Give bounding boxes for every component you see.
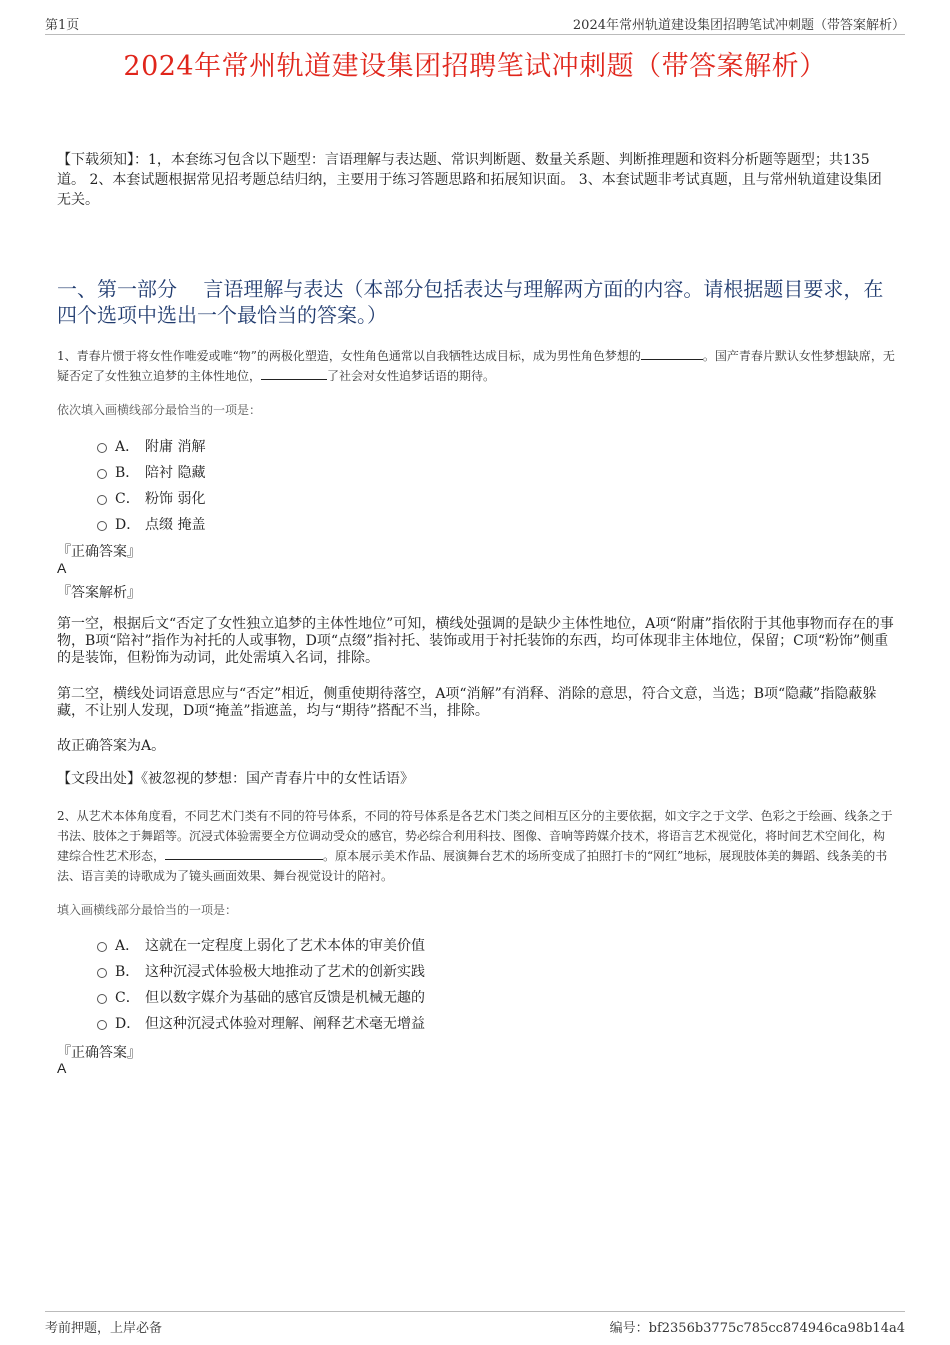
footer-slogan: 考前押题，上岸必备: [45, 1321, 163, 1336]
question-1-options: [97, 433, 205, 537]
radio-icon[interactable]: [97, 1020, 107, 1030]
radio-icon[interactable]: [97, 521, 107, 531]
option-c[interactable]: C． 粉饰 弱化: [97, 485, 205, 511]
correct-answer-label: 『正确答案』: [57, 544, 141, 560]
option-a[interactable]: A． 这就在一定程度上弱化了艺术本体的审美价值: [97, 932, 425, 958]
analysis-paragraph-2: 第二空，横线处词语意思应与“否定”相近，侧重使期待落空，A项“消解”有消释、消除的意思，符合文意，当选；B项“隐藏”指隐蔽躲藏，不让别人发现，D项“掩盖”指遮盖，均与“期待”搭配不当，排除。: [57, 686, 877, 719]
answer-blank: [165, 847, 323, 860]
analysis-label: 『答案解析』: [57, 585, 141, 601]
answer-blank: [261, 367, 327, 380]
page-footer: [45, 1311, 905, 1336]
correct-answer: A: [57, 1060, 67, 1076]
radio-icon[interactable]: [97, 495, 107, 505]
option-b[interactable]: B． 陪衬 隐藏: [97, 459, 205, 485]
option-d[interactable]: D． 点缀 掩盖: [97, 511, 205, 537]
passage-source: 【文段出处】《被忽视的梦想：国产青春片中的女性话语》: [57, 771, 414, 787]
option-a[interactable]: A． 附庸 消解: [97, 433, 205, 459]
correct-answer-label: 『正确答案』: [57, 1045, 141, 1061]
answer-blank: [641, 347, 703, 360]
radio-icon[interactable]: [97, 469, 107, 479]
question-1-prompt: 依次填入画横线部分最恰当的一项是：: [57, 403, 262, 417]
question-1-text: 1、青春片惯于将女性作唯爱或唯“物”的两极化塑造，女性角色通常以自我牺牲达成目标，成为男性角色梦想的 。国产青春片默认女性梦想缺席，无疑否定了女性独立追梦的主体性地位， 了社会对女性追梦话语的期待。: [57, 349, 895, 383]
header-doc-title: 2024年常州轨道建设集团招聘笔试冲刺题（带答案解析）: [572, 18, 905, 33]
analysis-paragraph-1: 第一空，根据后文“否定了女性独立追梦的主体性地位”可知，横线处强调的是缺少主体性地位，A项“附庸”指依附于其他事物而存在的事物，B项“陪衬”指作为衬托的人或事物，D项“点缀”指衬托、装饰或用于衬托装饰的东西，均可体现非主体地位，保留；C项“粉饰”侧重的是装饰，但粉饰为动词，此处需填入名词，排除。: [57, 616, 894, 666]
analysis-conclusion: 故正确答案为A。: [57, 738, 166, 754]
option-d[interactable]: D． 但这种沉浸式体验对理解、阐释艺术毫无增益: [97, 1010, 425, 1036]
page-number: 第1页: [45, 18, 80, 33]
question-2-text: 2、从艺术本体角度看，不同艺术门类有不同的符号体系，不同的符号体系是各艺术门类之间相互区分的主要依据，如文字之于文学、色彩之于绘画、线条之于书法、肢体之于舞蹈等。沉浸式体验需要全方位调动受众的感官，势必综合利用科技、图像、音响等跨媒介技术，将语言艺术视觉化，将时间艺术空间化，构建综合性艺术形态， 。原本展示美术作品、展演舞台艺术的场所变成了拍照打卡的“网红”地标，展现肢体美的舞蹈、线条美的书法、语言美的诗歌成为了镜头画面效果、舞台视觉设计的陪衬。: [57, 809, 893, 883]
option-b[interactable]: B． 这种沉浸式体验极大地推动了艺术的创新实践: [97, 958, 425, 984]
radio-icon[interactable]: [97, 443, 107, 453]
document-title: 2024年常州轨道建设集团招聘笔试冲刺题（带答案解析）: [123, 51, 827, 82]
radio-icon[interactable]: [97, 942, 107, 952]
section-title: 一、第一部分 言语理解与表达（本部分包括表达与理解两方面的内容。请根据题目要求，在四个选项中选出一个最恰当的答案。）: [57, 277, 884, 327]
question-2-options: [97, 932, 425, 1036]
option-c[interactable]: C． 但以数字媒介为基础的感官反馈是机械无趣的: [97, 984, 425, 1010]
document-id: 编号：bf2356b3775c785cc874946ca98b14a4: [609, 1321, 905, 1336]
question-2-prompt: 填入画横线部分最恰当的一项是：: [57, 903, 238, 917]
download-notice: 【下载须知】：1，本套练习包含以下题型：言语理解与表达题、常识判断题、数量关系题、判断推理题和资料分析题等题型；共135道。 2、本套试题根据常见招考题总结归纳，主要用于练习答题思路和拓展知识面。 3、本套试题非考试真题，且与常州轨道建设集团无关。: [57, 152, 882, 208]
page-header: [45, 14, 905, 35]
correct-answer: A: [57, 560, 67, 576]
radio-icon[interactable]: [97, 994, 107, 1004]
radio-icon[interactable]: [97, 968, 107, 978]
